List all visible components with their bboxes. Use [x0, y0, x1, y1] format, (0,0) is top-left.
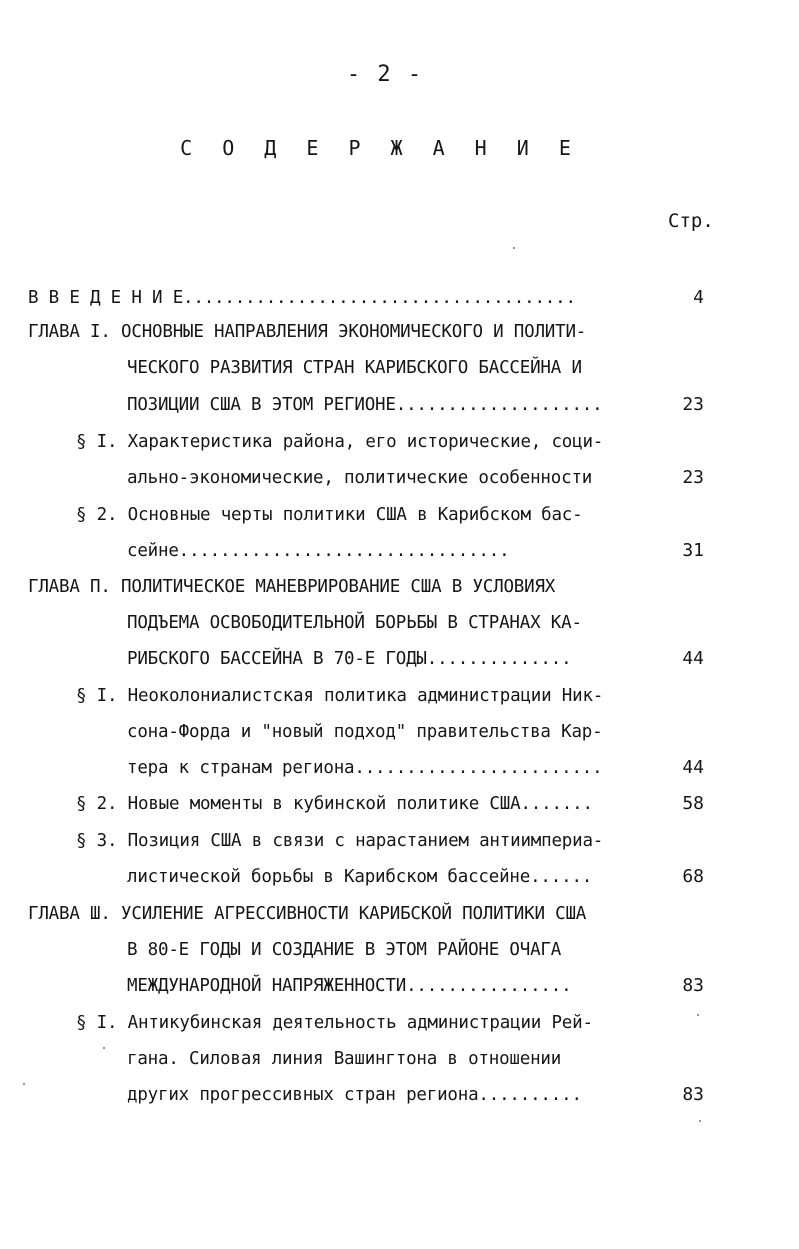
toc-entry-line: ально-экономические, политические особенности	[127, 468, 593, 488]
scan-speck	[103, 1047, 105, 1049]
toc-entry-page: 44	[682, 757, 704, 778]
page-column-header: Стр.	[668, 210, 714, 232]
toc-entry-line: МЕЖДУНАРОДНОЙ НАПРЯЖЕННОСТИ................	[127, 976, 572, 996]
toc-entry-line: листической борьбы в Карибском бассейне......	[127, 867, 593, 887]
toc-entry-line: § 3. Позиция США в связи с нарастанием антиимпериа-	[76, 831, 604, 851]
toc-entry-line: РИБСКОГО БАССЕЙНА В 70-Е ГОДЫ..............	[127, 649, 572, 669]
toc-entry-line: других прогрессивных стран региона..........	[127, 1085, 582, 1105]
toc-title: С О Д Е Р Ж А Н И Е	[180, 136, 580, 160]
toc-entry-line: § 2. Новые моменты в кубинской политике США.......	[76, 794, 593, 814]
scan-speck	[23, 1083, 25, 1085]
toc-entry-line: тера к странам региона........................	[127, 758, 603, 778]
toc-entry-line: ПОЗИЦИИ США В ЭТОМ РЕГИОНЕ....................	[127, 395, 603, 415]
toc-entry-page: 4	[693, 287, 704, 308]
toc-entry-page: 23	[682, 467, 704, 488]
toc-entry-line: ГЛАВА Ш. УСИЛЕНИЕ АГРЕССИВНОСТИ КАРИБСКОЙ ПОЛИТИКИ США	[28, 904, 587, 924]
toc-entry-line: В В Е Д Е Н И Е......................................	[28, 288, 576, 308]
scan-speck	[697, 1014, 699, 1016]
scan-speck	[699, 1120, 701, 1122]
toc-entry-page: 31	[682, 540, 704, 561]
toc-entry-page: 83	[682, 1084, 704, 1105]
toc-entry-line: ЧЕСКОГО РАЗВИТИЯ СТРАН КАРИБСКОГО БАССЕЙНА И	[127, 358, 582, 378]
toc-entry-page: 44	[682, 648, 704, 669]
toc-entry-page: 83	[682, 975, 704, 996]
toc-entry-line: гана. Силовая линия Вашингтона в отношении	[127, 1049, 562, 1069]
toc-entry-line: § 2. Основные черты политики США в Карибском бас-	[76, 505, 583, 525]
toc-entry-line: ГЛАВА I. ОСНОВНЫЕ НАПРАВЛЕНИЯ ЭКОНОМИЧЕСКОГО И ПОЛИТИ-	[28, 322, 587, 342]
toc-entry-line: § I. Неоколониалистская политика администрации Ник-	[76, 686, 604, 706]
scan-speck	[513, 247, 515, 249]
toc-entry-line: § I. Характеристика района, его исторические, соци-	[76, 432, 604, 452]
toc-entry-page: 58	[682, 793, 704, 814]
toc-entry-page: 23	[682, 394, 704, 415]
toc-entry-line: В 80-Е ГОДЫ И СОЗДАНИЕ В ЭТОМ РАЙОНЕ ОЧАГА	[127, 940, 562, 960]
toc-entry-line: § I. Антикубинская деятельность администрации Рей-	[76, 1013, 593, 1033]
toc-entry-line: сейне................................	[127, 541, 510, 561]
page-number: - 2 -	[346, 62, 424, 87]
toc-entry-line: ПОДЪЕМА ОСВОБОДИТЕЛЬНОЙ БОРЬБЫ В СТРАНАХ КА-	[127, 613, 582, 633]
toc-entry-line: сона-Форда и "новый подход" правительства Кар-	[127, 722, 603, 742]
toc-entry-line: ГЛАВА П. ПОЛИТИЧЕСКОЕ МАНЕВРИРОВАНИЕ США В УСЛОВИЯХ	[28, 577, 556, 597]
toc-entry-page: 68	[682, 866, 704, 887]
